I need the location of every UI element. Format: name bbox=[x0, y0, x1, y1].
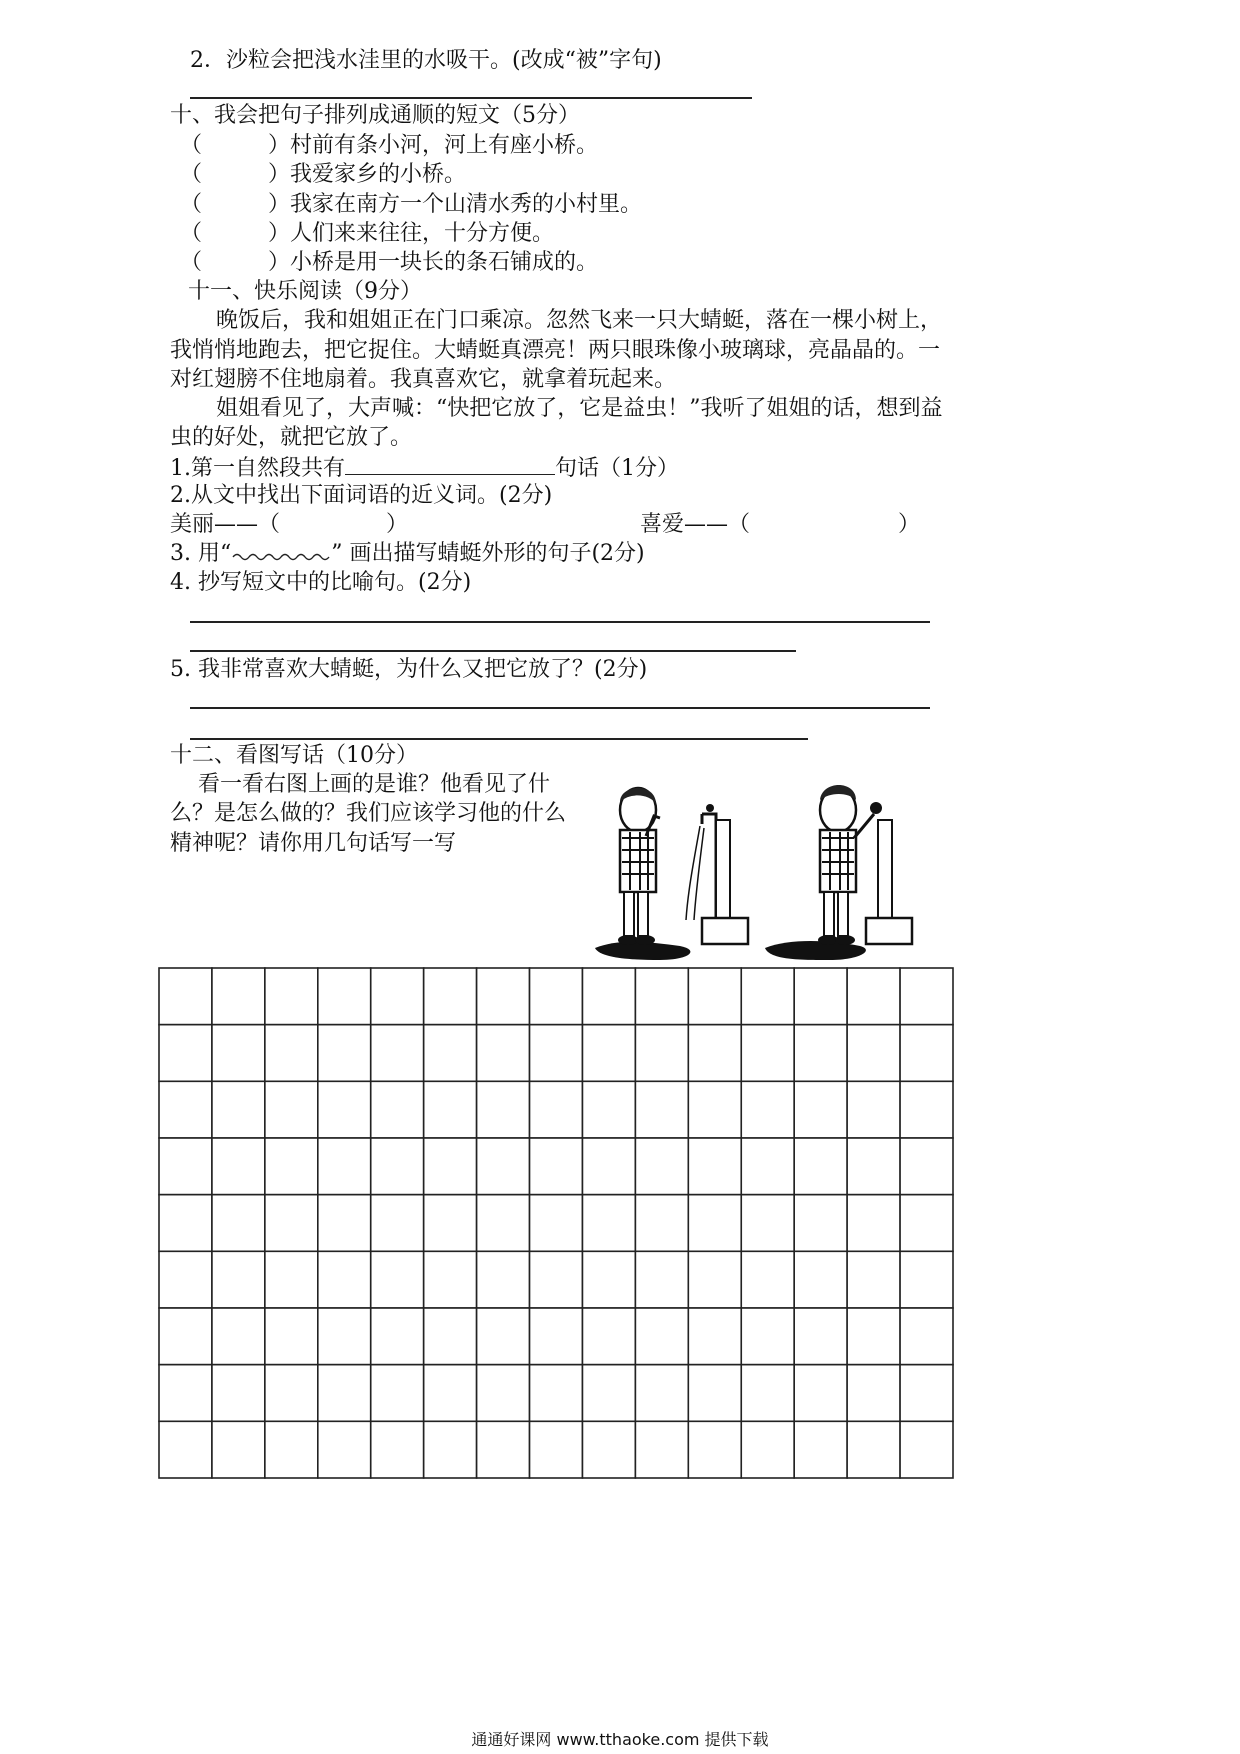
grid-cell[interactable] bbox=[688, 1421, 741, 1478]
answer-line-q9-2[interactable] bbox=[190, 97, 752, 99]
grid-cell[interactable] bbox=[794, 1195, 847, 1252]
grid-cell[interactable] bbox=[530, 968, 583, 1025]
grid-cell[interactable] bbox=[741, 1308, 794, 1365]
passage-line-2: 我悄悄地跑去，把它捉住。大蜻蜓真漂亮！两只眼珠像小玻璃球，亮晶晶的。一 bbox=[170, 338, 941, 363]
synonym-word-2: 喜爱——（ bbox=[640, 512, 751, 537]
q12-title: 十二、看图写话（10分） bbox=[170, 743, 418, 768]
q10-title: 十、我会把句子排列成通顺的短文（5分） bbox=[170, 103, 580, 128]
answer-line-q11-5a[interactable] bbox=[190, 707, 930, 709]
grid-cell[interactable] bbox=[900, 1138, 953, 1195]
grid-cell[interactable] bbox=[530, 1025, 583, 1082]
grid-cell[interactable] bbox=[847, 968, 900, 1025]
q9-2-text: 2．沙粒会把浅水洼里的水吸干。(改成“被”字句) bbox=[190, 48, 662, 73]
grid-cell[interactable] bbox=[159, 1081, 212, 1138]
grid-cell[interactable] bbox=[900, 1251, 953, 1308]
grid-cell[interactable] bbox=[318, 1251, 371, 1308]
grid-cell[interactable] bbox=[794, 1421, 847, 1478]
footer-text: 通通好课网 www.tthaoke.com 提供下载 bbox=[471, 1730, 769, 1749]
grid-cell[interactable] bbox=[741, 1081, 794, 1138]
grid-cell[interactable] bbox=[477, 1365, 530, 1422]
passage-line-5: 虫的好处，就把它放了。 bbox=[170, 425, 413, 450]
grid-cell[interactable] bbox=[265, 1308, 318, 1365]
grid-cell[interactable] bbox=[688, 1025, 741, 1082]
answer-line-q11-4b[interactable] bbox=[190, 650, 796, 652]
grid-cell[interactable] bbox=[265, 1138, 318, 1195]
grid-cell[interactable] bbox=[635, 1421, 688, 1478]
q11-sub4: 4. 抄写短文中的比喻句。(2分) bbox=[170, 570, 472, 595]
q11-sub1-blank[interactable] bbox=[345, 452, 555, 475]
grid-cell[interactable] bbox=[424, 1081, 477, 1138]
grid-cell[interactable] bbox=[318, 1081, 371, 1138]
grid-cell[interactable] bbox=[900, 1081, 953, 1138]
grid-cell[interactable] bbox=[159, 1365, 212, 1422]
grid-cell[interactable] bbox=[318, 1195, 371, 1252]
grid-cell[interactable] bbox=[794, 1365, 847, 1422]
q11-sub2: 2.从文中找出下面词语的近义词。(2分) bbox=[170, 483, 553, 508]
grid-cell[interactable] bbox=[212, 1138, 265, 1195]
grid-cell[interactable] bbox=[477, 1138, 530, 1195]
grid-cell[interactable] bbox=[741, 968, 794, 1025]
grid-cell[interactable] bbox=[530, 1081, 583, 1138]
grid-cell[interactable] bbox=[900, 1308, 953, 1365]
grid-cell[interactable] bbox=[900, 1421, 953, 1478]
grid-cell[interactable] bbox=[900, 1365, 953, 1422]
grid-cell[interactable] bbox=[635, 1365, 688, 1422]
grid-cell[interactable] bbox=[159, 968, 212, 1025]
q12-prompt-1: 看一看右图上画的是谁？他看见了什 bbox=[198, 772, 551, 797]
grid-cell[interactable] bbox=[265, 1195, 318, 1252]
grid-cell[interactable] bbox=[635, 1081, 688, 1138]
grid-cell[interactable] bbox=[847, 1081, 900, 1138]
grid-cell[interactable] bbox=[159, 1025, 212, 1082]
grid-cell[interactable] bbox=[582, 1025, 635, 1082]
grid-cell[interactable] bbox=[159, 1138, 212, 1195]
grid-cell[interactable] bbox=[477, 1081, 530, 1138]
grid-cell[interactable] bbox=[371, 1365, 424, 1422]
grid-cell[interactable] bbox=[582, 1138, 635, 1195]
q11-sub5: 5. 我非常喜欢大蜻蜓，为什么又把它放了？(2分) bbox=[170, 657, 648, 682]
grid-cell[interactable] bbox=[847, 1421, 900, 1478]
grid-cell[interactable] bbox=[477, 1308, 530, 1365]
grid-cell[interactable] bbox=[530, 1138, 583, 1195]
grid-cell[interactable] bbox=[424, 1025, 477, 1082]
grid-cell[interactable] bbox=[847, 1195, 900, 1252]
grid-cell[interactable] bbox=[635, 1308, 688, 1365]
grid-cell[interactable] bbox=[741, 1421, 794, 1478]
grid-cell[interactable] bbox=[688, 1308, 741, 1365]
grid-cell[interactable] bbox=[900, 968, 953, 1025]
grid-cell[interactable] bbox=[794, 1251, 847, 1308]
grid-cell[interactable] bbox=[635, 1138, 688, 1195]
grid-cell[interactable] bbox=[265, 1421, 318, 1478]
grid-cell[interactable] bbox=[582, 1081, 635, 1138]
grid-cell[interactable] bbox=[794, 1081, 847, 1138]
synonym-close-2: ） bbox=[898, 512, 921, 537]
grid-cell[interactable] bbox=[371, 1195, 424, 1252]
grid-cell[interactable] bbox=[688, 1138, 741, 1195]
grid-cell[interactable] bbox=[847, 1365, 900, 1422]
grid-cell[interactable] bbox=[741, 1365, 794, 1422]
grid-cell[interactable] bbox=[530, 1421, 583, 1478]
grid-cell[interactable] bbox=[424, 1195, 477, 1252]
grid-cell[interactable] bbox=[741, 1195, 794, 1252]
grid-cell[interactable] bbox=[159, 1195, 212, 1252]
answer-line-q11-4a[interactable] bbox=[190, 621, 930, 623]
grid-cell[interactable] bbox=[371, 1081, 424, 1138]
grid-cell[interactable] bbox=[212, 1365, 265, 1422]
grid-cell[interactable] bbox=[688, 1251, 741, 1308]
grid-cell[interactable] bbox=[794, 1308, 847, 1365]
grid-cell[interactable] bbox=[847, 1308, 900, 1365]
grid-cell[interactable] bbox=[582, 1308, 635, 1365]
grid-cell[interactable] bbox=[265, 1251, 318, 1308]
grid-cell[interactable] bbox=[371, 968, 424, 1025]
grid-cell[interactable] bbox=[477, 1195, 530, 1252]
grid-cell[interactable] bbox=[635, 1251, 688, 1308]
grid-cell[interactable] bbox=[741, 1251, 794, 1308]
q10-item-2[interactable]: （ ）我爱家乡的小桥。 bbox=[180, 162, 467, 187]
grid-cell[interactable] bbox=[265, 1025, 318, 1082]
grid-cell[interactable] bbox=[212, 1025, 265, 1082]
grid-cell[interactable] bbox=[741, 1138, 794, 1195]
grid-cell[interactable] bbox=[265, 968, 318, 1025]
q11-sub1 bbox=[170, 452, 679, 484]
q10-item-4[interactable]: （ ）人们来来往往，十分方便。 bbox=[180, 221, 555, 246]
grid-cell[interactable] bbox=[530, 1195, 583, 1252]
grid-cell[interactable] bbox=[477, 1025, 530, 1082]
grid-cell[interactable] bbox=[318, 1365, 371, 1422]
answer-line-q11-5b[interactable] bbox=[190, 738, 808, 740]
grid-cell[interactable] bbox=[212, 1421, 265, 1478]
q11-sub1-prefix: 1.第一自然段共有 bbox=[170, 456, 345, 481]
grid-cell[interactable] bbox=[794, 1138, 847, 1195]
grid-cell[interactable] bbox=[477, 1251, 530, 1308]
tap-illustration-icon bbox=[590, 770, 930, 970]
grid-cell[interactable] bbox=[477, 1421, 530, 1478]
grid-cell[interactable] bbox=[530, 1365, 583, 1422]
passage-line-1: 晚饭后，我和姐姐正在门口乘凉。忽然飞来一只大蜻蜓，落在一棵小树上， bbox=[216, 308, 943, 333]
q10-item-3[interactable]: （ ）我家在南方一个山清水秀的小村里。 bbox=[180, 192, 643, 217]
grid-cell[interactable] bbox=[318, 1308, 371, 1365]
grid-cell[interactable] bbox=[582, 968, 635, 1025]
grid-cell[interactable] bbox=[900, 1195, 953, 1252]
grid-cell[interactable] bbox=[582, 1421, 635, 1478]
grid-cell[interactable] bbox=[688, 1195, 741, 1252]
grid-cell[interactable] bbox=[212, 1308, 265, 1365]
grid-cell[interactable] bbox=[582, 1195, 635, 1252]
grid-cell[interactable] bbox=[318, 1138, 371, 1195]
writing-grid[interactable] bbox=[157, 966, 955, 1480]
tap-right-icon bbox=[866, 820, 912, 944]
grid-cell[interactable] bbox=[582, 1365, 635, 1422]
grid-cell[interactable] bbox=[371, 1138, 424, 1195]
grid-cell[interactable] bbox=[847, 1025, 900, 1082]
grid-cell[interactable] bbox=[582, 1251, 635, 1308]
q11-sub3 bbox=[170, 539, 645, 569]
grid-cell[interactable] bbox=[424, 1138, 477, 1195]
grid-cell[interactable] bbox=[635, 1195, 688, 1252]
grid-cell[interactable] bbox=[318, 968, 371, 1025]
grid-cell[interactable] bbox=[635, 1025, 688, 1082]
grid-cell[interactable] bbox=[212, 968, 265, 1025]
grid-cell[interactable] bbox=[265, 1081, 318, 1138]
grid-cell[interactable] bbox=[477, 968, 530, 1025]
grid-cell[interactable] bbox=[847, 1251, 900, 1308]
q11-sub1-suffix: 句话（1分） bbox=[555, 456, 679, 481]
grid-cell[interactable] bbox=[371, 1025, 424, 1082]
grid-cell[interactable] bbox=[212, 1251, 265, 1308]
grid-cell[interactable] bbox=[688, 1365, 741, 1422]
grid-cell[interactable] bbox=[371, 1251, 424, 1308]
grid-cell[interactable] bbox=[900, 1025, 953, 1082]
grid-cell[interactable] bbox=[159, 1421, 212, 1478]
grid-cell[interactable] bbox=[371, 1421, 424, 1478]
grid-cell[interactable] bbox=[212, 1081, 265, 1138]
grid-cell[interactable] bbox=[688, 1081, 741, 1138]
grid-cell[interactable] bbox=[424, 1251, 477, 1308]
wavy-underline-icon bbox=[231, 550, 331, 564]
tap-left-icon bbox=[686, 804, 748, 944]
grid-cell[interactable] bbox=[688, 968, 741, 1025]
synonym-close-1: ） bbox=[386, 512, 409, 537]
boy-left-icon bbox=[618, 788, 660, 945]
q11-sub3-prefix: 3. 用“ bbox=[170, 541, 232, 566]
grid-cell[interactable] bbox=[265, 1365, 318, 1422]
synonym-row-1[interactable] bbox=[170, 510, 408, 540]
grid-cell[interactable] bbox=[318, 1025, 371, 1082]
grid-cell[interactable] bbox=[424, 1421, 477, 1478]
q11-title: 十一、快乐阅读（9分） bbox=[188, 279, 422, 304]
grid-cell[interactable] bbox=[741, 1025, 794, 1082]
grid-cell[interactable] bbox=[794, 1025, 847, 1082]
grid-cell[interactable] bbox=[635, 968, 688, 1025]
grid-cell[interactable] bbox=[530, 1251, 583, 1308]
passage-line-4: 姐姐看见了，大声喊：“快把它放了，它是益虫！”我听了姐姐的话，想到益 bbox=[216, 396, 943, 421]
grid-cell[interactable] bbox=[794, 968, 847, 1025]
q11-sub3-suffix: ” 画出描写蜻蜓外形的句子(2分) bbox=[331, 541, 645, 566]
q10-item-1[interactable]: （ ）村前有条小河，河上有座小桥。 bbox=[180, 133, 599, 158]
grid-cell[interactable] bbox=[424, 968, 477, 1025]
synonym-word-1: 美丽——（ bbox=[170, 512, 281, 537]
grid-cell[interactable] bbox=[212, 1195, 265, 1252]
q12-prompt-2: 么？是怎么做的？我们应该学习他的什么 bbox=[170, 801, 567, 826]
grid-cell[interactable] bbox=[847, 1138, 900, 1195]
q10-item-5[interactable]: （ ）小桥是用一块长的条石铺成的。 bbox=[180, 250, 599, 275]
passage-line-3: 对红翅膀不住地扇着。我真喜欢它，就拿着玩起来。 bbox=[170, 367, 677, 392]
synonym-row-2[interactable] bbox=[640, 510, 920, 540]
grid-cell[interactable] bbox=[424, 1365, 477, 1422]
grid-cell[interactable] bbox=[371, 1308, 424, 1365]
q12-prompt-3: 精神呢？请你用几句话写一写 bbox=[170, 831, 457, 856]
grid-cell[interactable] bbox=[530, 1308, 583, 1365]
grid-cell[interactable] bbox=[318, 1421, 371, 1478]
grid-cell[interactable] bbox=[159, 1308, 212, 1365]
grid-cell[interactable] bbox=[159, 1251, 212, 1308]
grid-cell[interactable] bbox=[424, 1308, 477, 1365]
